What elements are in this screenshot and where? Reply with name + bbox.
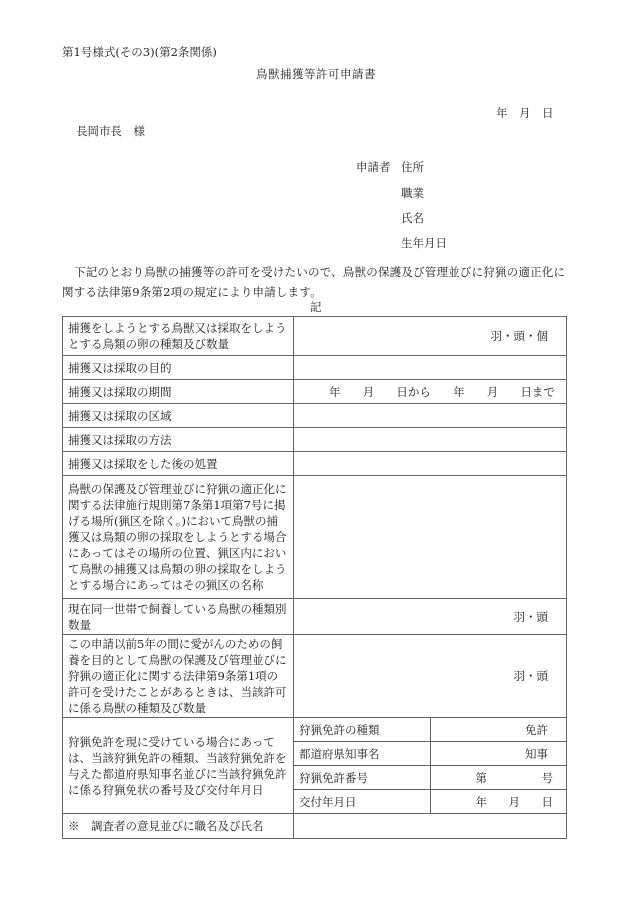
household-animals-field[interactable]: 羽・頭 (294, 599, 567, 635)
issue-date-month: 月 (508, 794, 520, 809)
license-number-field[interactable] (430, 766, 567, 790)
row-label-method: 捕獲又は採取の方法 (63, 428, 294, 452)
issue-date-field[interactable] (430, 790, 567, 814)
governor-name-field[interactable]: 知事 (430, 742, 567, 766)
table-row (63, 718, 567, 742)
table-row (63, 428, 567, 452)
table-row (63, 635, 567, 718)
row-label-location: 鳥獣の保護及び管理並びに狩猟の適正化に関する法律施行規則第7条第1項第7号に掲げる場所(猟区を除く。)において鳥獣の捕獲又は鳥類の卵の採取をしようとする場合にあってはその場所の位置、猟区内において鳥獣の捕獲又は鳥類の卵の採取をしようとする場合にあってはその猟区の名称 (63, 476, 294, 599)
license-number-label: 狩猟免許番号 (294, 766, 431, 790)
applicant-field-name: 氏名 (401, 211, 424, 225)
applicant-label: 申請者 (356, 160, 391, 174)
license-type-field[interactable]: 免許 (430, 718, 567, 742)
period-end-day: 日まで (520, 384, 555, 399)
row-label-species: 捕獲をしようとする鳥獣又は採取をしようとする鳥類の卵の種類及び数量 (63, 317, 294, 356)
table-row (63, 814, 567, 839)
period-end-year: 年 (453, 384, 465, 399)
period-start-day: 日から (396, 384, 431, 399)
table-row (63, 404, 567, 428)
issue-date-year: 年 (475, 794, 487, 809)
table-row (63, 476, 567, 599)
row-label-purpose: 捕獲又は採取の目的 (63, 356, 294, 380)
form-number: 第1号様式(その3)(第2条関係) (62, 45, 217, 59)
applicant-field-occupation: 職業 (401, 186, 424, 200)
period-end-month: 月 (486, 384, 499, 399)
document-title: 鳥獣捕獲等許可申請書 (256, 67, 376, 81)
species-quantity-field[interactable]: 羽・頭・個 (294, 317, 567, 356)
period-field[interactable] (294, 380, 567, 404)
table-row (63, 317, 567, 356)
area-field[interactable] (294, 404, 567, 428)
investigator-field[interactable] (294, 814, 567, 839)
period-start-month: 月 (362, 384, 375, 399)
previous-permit-field[interactable]: 羽・頭 (294, 635, 567, 718)
applicant-field-birthdate: 生年月日 (401, 236, 447, 250)
license-number-prefix: 第 (475, 770, 487, 785)
row-label-area: 捕獲又は採取の区域 (63, 404, 294, 428)
row-label-investigator: ※ 調査者の意見並びに職名及び氏名 (63, 814, 294, 839)
row-label-previous-permit: この申請以前5年の間に愛がんのための飼養を目的として鳥獣の保護及び管理並びに狩猟の適正化に関する法律第9条第1項の許可を受けたことがあるときは、当該許可に係る鳥獣の種類及び数量 (63, 635, 294, 718)
issue-date-day: 日 (541, 794, 553, 809)
application-table (62, 316, 567, 839)
license-number-suffix: 号 (541, 770, 553, 785)
governor-name-label: 都道府県知事名 (294, 742, 431, 766)
date-line: 年 月 日 (496, 106, 554, 120)
method-field[interactable] (294, 428, 567, 452)
table-row (63, 356, 567, 380)
issue-date-label: 交付年月日 (294, 790, 431, 814)
table-row (63, 452, 567, 476)
disposal-field[interactable] (294, 452, 567, 476)
license-type-label: 狩猟免許の種類 (294, 718, 431, 742)
row-label-disposal: 捕獲又は採取をした後の処置 (63, 452, 294, 476)
period-start-year: 年 (329, 384, 341, 399)
location-field[interactable] (294, 476, 567, 599)
table-row (63, 380, 567, 404)
row-label-hunting-license: 狩猟免許を現に受けている場合にあっては、当該狩猟免許の種類、当該狩猟免許を与えた都道府県知事名並びに当該狩猟免許に係る狩猟免状の番号及び交付年月日 (63, 718, 294, 814)
row-label-period: 捕獲又は採取の期間 (63, 380, 294, 404)
intro-paragraph: 下記のとおり鳥獣の捕獲等の許可を受けたいので、鳥獣の保護及び管理並びに狩猟の適正化に関する法律第9条第2項の規定により申請します。 (62, 265, 566, 299)
applicant-field-address: 住所 (401, 160, 424, 174)
ki-heading: 記 (310, 300, 322, 314)
purpose-field[interactable] (294, 356, 567, 380)
row-label-household-animals: 現在同一世帯で飼養している鳥獣の種類別数量 (63, 599, 294, 635)
addressee: 長岡市長 様 (76, 124, 145, 138)
table-row (63, 599, 567, 635)
